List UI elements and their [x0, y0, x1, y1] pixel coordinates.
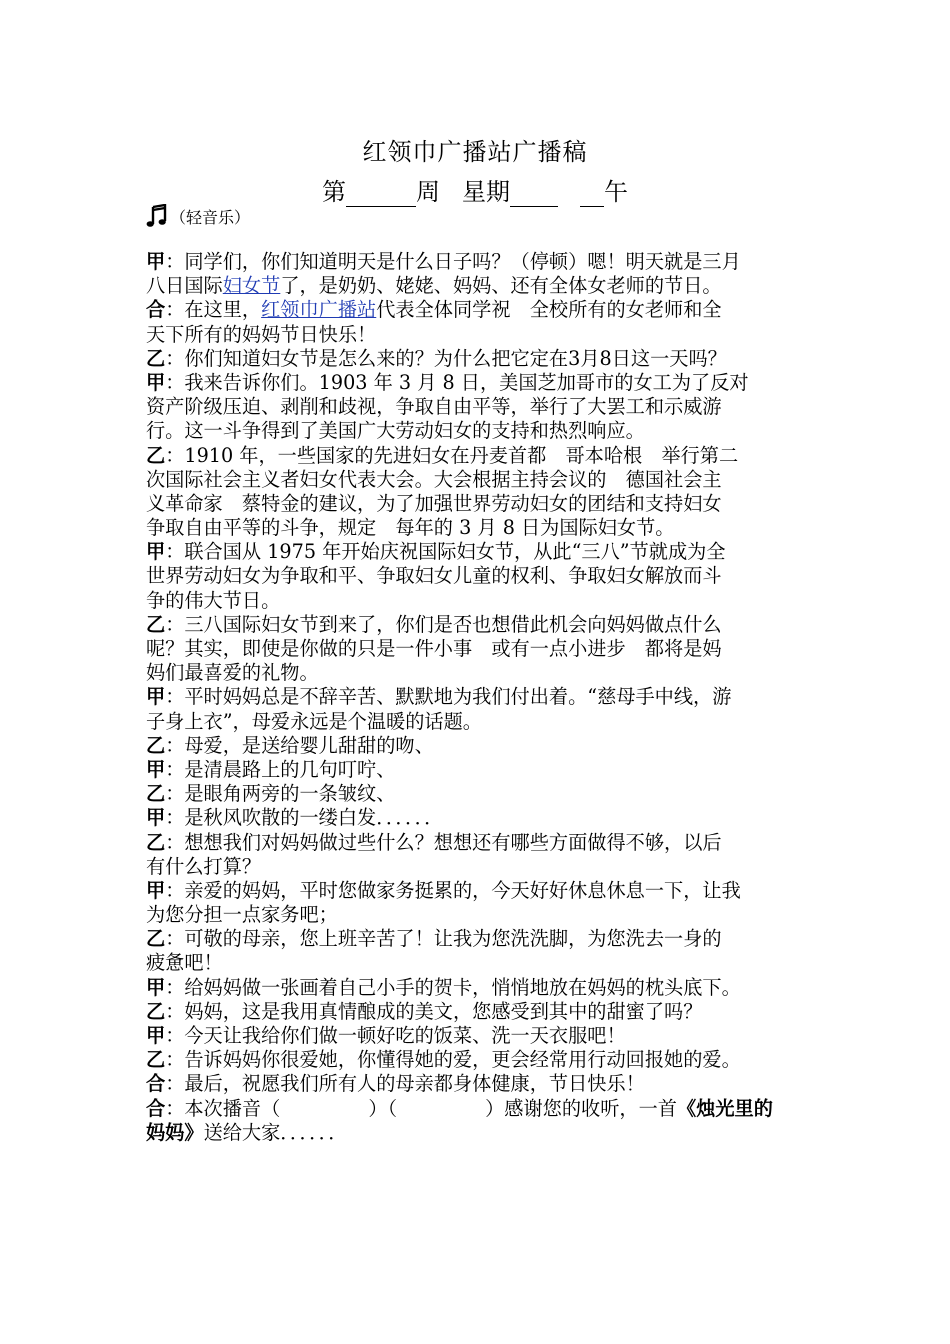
script-line [146, 395, 812, 419]
script-line [146, 758, 812, 782]
weekday-blank [510, 184, 558, 207]
week-number-blank [346, 184, 416, 207]
line-text: ：告诉妈妈你很爱她，你懂得她的爱，更会经常用行动回报她的爱。 [165, 1048, 741, 1072]
line-text: ：想想我们对妈妈做过些什么？想想还有哪些方面做得不够，以后 [165, 830, 722, 854]
line-text: ：今天让我给你们做一顿好吃的饭菜、洗一天衣服吧！ [165, 1024, 626, 1047]
line-text: 次国际社会主义者妇女代表大会。大会根据主持会议的 德国社会主 [146, 467, 722, 491]
script-line [146, 589, 812, 613]
script-line [146, 540, 812, 564]
week-label: 周 [416, 178, 440, 206]
line-text: ：是眼角两旁的一条皱纹、 [165, 782, 396, 806]
date-line [0, 172, 950, 207]
line-text: ：三八国际妇女节到来了，你们是否也想借此机会向妈妈做点什么 [165, 612, 722, 636]
line-text: 争取自由平等的斗争，规定 每年的 3 月 8 日为国际妇女节。 [146, 516, 675, 540]
line-text: ：妈妈，这是我用真情酿成的美文，您感受到其中的甜蜜了吗？ [165, 999, 703, 1023]
speaker-label: 乙 [146, 733, 166, 757]
closing-text: ：本次播音（ [165, 1096, 281, 1120]
script-line [146, 831, 812, 855]
line-text: ：可敬的母亲，您上班辛苦了！让我为您洗洗脚，为您洗去一身的 [165, 927, 722, 951]
script-line [146, 806, 812, 830]
script-line [146, 976, 812, 1000]
speaker-label: 甲 [146, 250, 166, 273]
line-text: 妈们最喜爱的礼物。 [146, 661, 319, 685]
line-text: ：在这里， [165, 298, 262, 322]
hyperlink[interactable]: 红领巾广播站 [261, 298, 377, 322]
closing-line [146, 1121, 812, 1145]
song-title: 《烛光里的 [676, 1096, 773, 1120]
closing-line [146, 1097, 812, 1121]
speaker-label: 甲 [146, 975, 166, 999]
script-line [146, 371, 812, 395]
speaker-label: 甲 [146, 540, 166, 564]
script-line [146, 564, 812, 588]
script-line [146, 927, 812, 951]
line-text: ：是清晨路上的几句叮咛、 [165, 757, 396, 781]
page-title: 红领巾广播站广播稿 [362, 138, 588, 166]
line-text: 资产阶级压迫、剥削和歧视，争取自由平等，举行了大罢工和示威游 [146, 395, 722, 419]
line-text: 有什么打算？ [146, 854, 262, 878]
speaker-label: 乙 [146, 443, 166, 467]
speaker-label: 乙 [146, 927, 166, 951]
song-title-continued: 妈妈》 [146, 1120, 204, 1144]
music-note-icon [146, 204, 168, 228]
music-label: （轻音乐） [170, 207, 251, 227]
script-line [146, 1072, 812, 1096]
line-text: ：亲爱的妈妈，平时您做家务挺累的，今天好好休息休息一下，让我 [165, 878, 741, 902]
speaker-label: 合 [146, 1072, 166, 1096]
line-text: 呢？其实，即使是你做的只是一件小事 或有一点小进步 都将是妈 [146, 637, 722, 660]
line-text-continued: 了，是奶奶、姥姥、妈妈、还有全体女老师的节日。 [280, 274, 722, 298]
script-line [146, 1000, 812, 1024]
line-text: ：母爱，是送给婴儿甜甜的吻、 [165, 733, 434, 757]
script-line [146, 613, 812, 637]
script-line [146, 347, 812, 371]
closing-text-mid: ）（ [368, 1096, 398, 1120]
speaker-label: 乙 [146, 999, 166, 1023]
line-text: ：联合国从 1975 年开始庆祝国际妇女节，从此“三八”节就成为全 [165, 540, 726, 564]
speaker-label: 乙 [146, 830, 166, 854]
speaker-label: 甲 [146, 806, 166, 830]
broadcast-script [146, 250, 812, 1145]
ampm-blank [580, 184, 604, 207]
speaker-label: 甲 [146, 370, 166, 394]
line-text-continued: 代表全体同学祝 全校所有的女老师和全 [376, 298, 722, 322]
closing-tail: 送给大家．．．．．． [203, 1120, 348, 1144]
music-cue [146, 204, 250, 228]
line-text: 世界劳动妇女为争取和平、争取妇女儿童的权利、争取妇女解放而斗 [146, 564, 722, 588]
speaker-label: 合 [146, 1096, 166, 1120]
ampm-suffix: 午 [604, 178, 628, 206]
line-text: ：给妈妈做一张画着自己小手的贺卡，悄悄地放在妈妈的枕头底下。 [165, 975, 741, 999]
speaker-label: 乙 [146, 346, 166, 370]
line-text: ：平时妈妈总是不辞辛苦、默默地为我们付出着。“慈母手中线，游 [165, 685, 732, 709]
line-text: ：是秋风吹散的一缕白发．．．．．． [165, 806, 444, 830]
script-line [146, 1048, 812, 1072]
line-text: 疲惫吧！ [146, 951, 223, 975]
script-line [146, 734, 812, 758]
script-line [146, 685, 812, 709]
script-line [146, 855, 812, 879]
line-text: 义革命家 蔡特金的建议，为了加强世界劳动妇女的团结和支持妇女 [146, 491, 722, 515]
speaker-label: 甲 [146, 685, 166, 709]
line-text: ：同学们，你们知道明天是什么日子吗？（停顿）嗯！明天就是三月 [165, 250, 741, 273]
speaker-label: 甲 [146, 1024, 166, 1047]
script-line [146, 419, 812, 443]
line-text: 行。这一斗争得到了美国广大劳动妇女的支持和热烈响应。 [146, 419, 645, 443]
line-text: 争的伟大节日。 [146, 588, 281, 612]
script-line [146, 661, 812, 685]
speaker-label: 乙 [146, 1048, 166, 1072]
speaker-label: 乙 [146, 612, 166, 636]
script-line [146, 782, 812, 806]
speaker-label: 乙 [146, 782, 166, 806]
hyperlink[interactable]: 妇女节 [222, 274, 281, 298]
script-line [146, 250, 812, 274]
speaker-label: 甲 [146, 878, 166, 902]
week-prefix: 第 [322, 178, 346, 206]
line-text: ：最后，祝愿我们所有人的母亲都身体健康，节日快乐！ [165, 1072, 645, 1096]
script-line [146, 879, 812, 903]
line-text: 子身上衣”，母爱永远是个温暖的话题。 [146, 709, 482, 733]
closing-text-post: ）感谢您的收听，一首 [485, 1096, 677, 1120]
script-line [146, 444, 812, 468]
script-line [146, 298, 812, 322]
script-line [146, 274, 812, 298]
line-text: ：你们知道妇女节是怎么来的？为什么把它定在3月8日这一天吗？ [165, 346, 727, 370]
weekday-label: 星期 [462, 178, 510, 206]
line-text: ：我来告诉你们。1903 年 3 月 8 日，美国芝加哥市的女工为了反对 [165, 370, 749, 394]
script-line [146, 492, 812, 516]
script-line [146, 710, 812, 734]
script-line [146, 1024, 812, 1048]
speaker-label: 甲 [146, 757, 166, 781]
script-line [146, 516, 812, 540]
line-text: 八日国际 [146, 274, 223, 298]
line-text: ：1910 年，一些国家的先进妇女在丹麦首都 哥本哈根 举行第二 [165, 443, 739, 467]
line-text: 天下所有的妈妈节日快乐！ [146, 322, 377, 346]
script-line [146, 637, 812, 661]
speaker-label: 合 [146, 298, 166, 322]
script-line [146, 468, 812, 492]
script-line [146, 951, 812, 975]
line-text: 为您分担一点家务吧； [146, 903, 338, 927]
script-line [146, 323, 812, 347]
script-line [146, 903, 812, 927]
